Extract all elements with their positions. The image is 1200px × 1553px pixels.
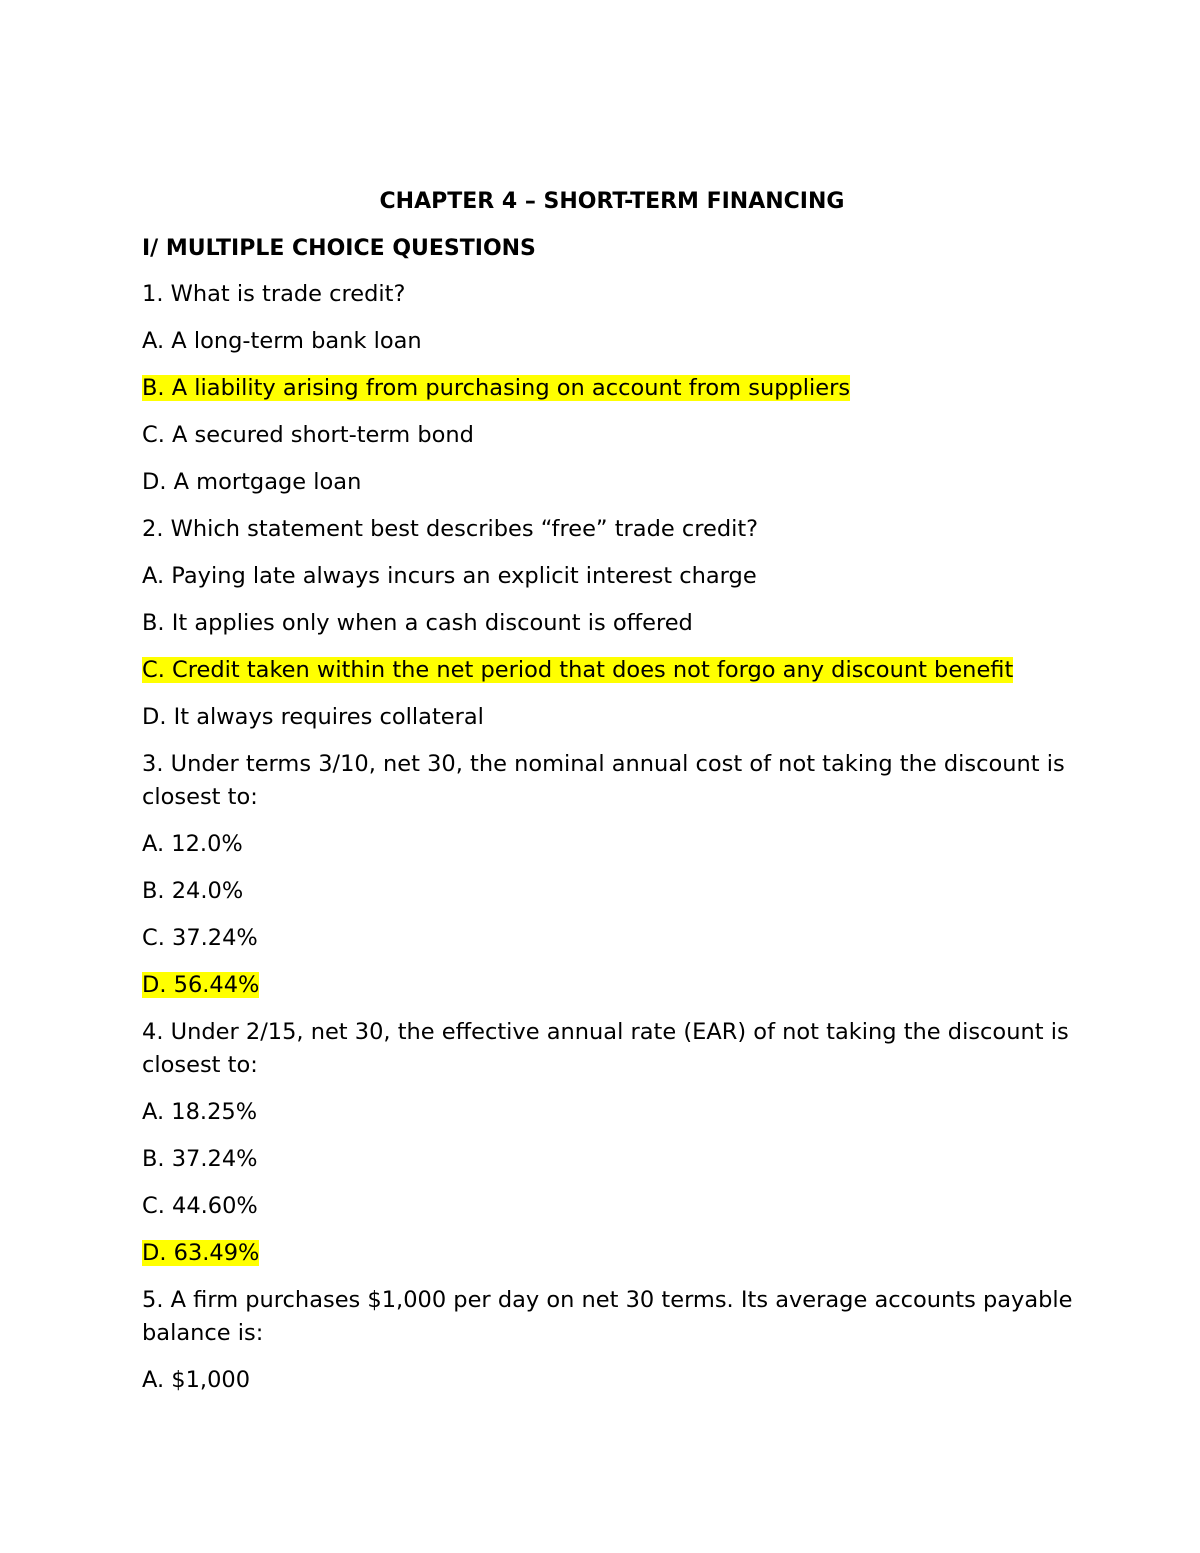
q4-option-a: A. 18.25% [142, 1099, 258, 1125]
q5-option-a: A. $1,000 [142, 1367, 251, 1393]
section-heading: I/ MULTIPLE CHOICE QUESTIONS [142, 236, 536, 261]
q4-option-b: B. 37.24% [142, 1146, 258, 1172]
q3-option-b: B. 24.0% [142, 878, 244, 904]
question-4: 4. Under 2/15, net 30, the effective annual rate (EAR) of not taking the discount is closest to: [142, 1019, 1069, 1078]
q1-option-c: C. A secured short-term bond [142, 422, 474, 448]
q1-option-d: D. A mortgage loan [142, 469, 362, 495]
document-content [142, 184, 1082, 1411]
q3-option-a: A. 12.0% [142, 831, 243, 857]
question-5: 5. A firm purchases $1,000 per day on net 30 terms. Its average accounts payable balance is: [142, 1287, 1073, 1346]
q4-option-d-highlighted: D. 63.49% [142, 1240, 260, 1266]
q1-option-b-highlighted: B. A liability arising from purchasing on account from suppliers [142, 375, 851, 401]
q3-option-c: C. 37.24% [142, 925, 258, 951]
q4-option-c: C. 44.60% [142, 1193, 258, 1219]
q2-option-b: B. It applies only when a cash discount is offered [142, 610, 693, 636]
chapter-title: CHAPTER 4 – SHORT-TERM FINANCING [379, 189, 845, 214]
q1-option-a: A. A long-term bank loan [142, 328, 422, 354]
question-2: 2. Which statement best describes “free” trade credit? [142, 516, 759, 542]
question-1: 1. What is trade credit? [142, 281, 406, 307]
q2-option-c-highlighted: C. Credit taken within the net period that does not forgo any discount benefit [142, 657, 1014, 683]
q2-option-a: A. Paying late always incurs an explicit interest charge [142, 563, 757, 589]
q2-option-d: D. It always requires collateral [142, 704, 484, 730]
question-3: 3. Under terms 3/10, net 30, the nominal annual cost of not taking the discount is closest to: [142, 751, 1065, 810]
q3-option-d-highlighted: D. 56.44% [142, 972, 260, 998]
